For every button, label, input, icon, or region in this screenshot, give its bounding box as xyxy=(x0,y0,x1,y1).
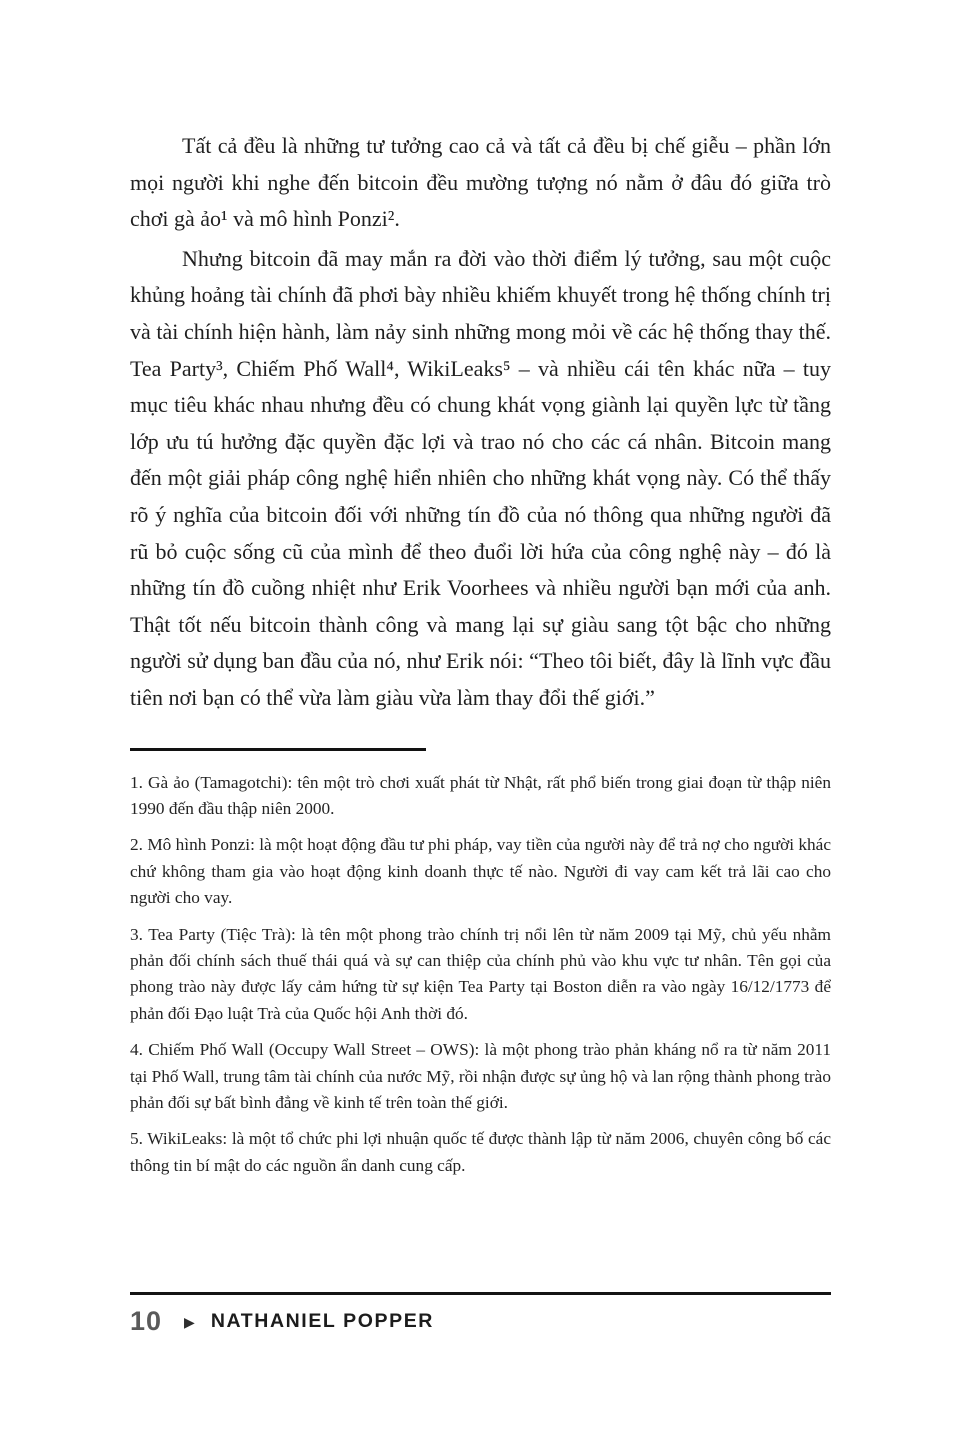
footnote-5-number: 5. xyxy=(130,1129,143,1149)
body-paragraph-2: Nhưng bitcoin đã may mắn ra đời vào thời điểm lý tưởng, sau một cuộc khủng hoảng tài chính đã phơi bày nhiều khiếm khuyết trong hệ thống chính trị và tài chính hiện hành, làm nảy sinh những mong mỏi về các hệ thống thay thế. Tea Party³, Chiếm Phố Wall⁴, WikiLeaks⁵ – và nhiều cái tên khác nữa – tuy mục tiêu khác nhau nhưng đều có chung khát vọng giành lại quyền lực từ tầng lớp ưu tú hưởng đặc quyền đặc lợi và trao nó cho các cá nhân. Bitcoin mang đến một giải pháp công nghệ hiển nhiên cho những khát vọng này. Có thể thấy rõ ý nghĩa của bitcoin đối với những tín đồ của nó thông qua những người đã rũ bỏ cuộc sống cũ của mình để theo đuổi lời hứa của công nghệ này – đó là những tín đồ cuồng nhiệt như Erik Voorhees và nhiều người bạn mới của anh. Thật tốt nếu bitcoin thành công và mang lại sự giàu sang tột bậc cho những người sử dụng ban đầu của nó, như Erik nói: “Theo tôi biết, đây là lĩnh vực đầu tiên nơi bạn có thể vừa làm giàu vừa làm thay đổi thế giới.” xyxy=(130,245,831,710)
footnote-1-number: 1. xyxy=(130,772,143,792)
footer-rule xyxy=(130,1292,831,1295)
footnote-2 xyxy=(130,832,831,911)
footnote-4-text: Chiếm Phố Wall (Occupy Wall Street – OWS): là một phong trào phản kháng nổ ra từ năm 2011 tại Phố Wall, trung tâm tài chính của nước Mỹ, rồi nhận được sự ủng hộ và lan rộng thành phong trào phản đối sự bất bình đẳng về kinh tế trên toàn thế giới. xyxy=(130,1040,832,1112)
footnote-4-number: 4. xyxy=(130,1040,143,1060)
footnote-2-text: Mô hình Ponzi: là một hoạt động đầu tư phi pháp, vay tiền của người này để trả nợ cho người khác chứ không tham gia vào hoạt động kinh doanh thực tế nào. Người đi vay cam kết trả lãi cao cho người cho vay. xyxy=(130,835,831,908)
page-number: 10 xyxy=(130,1306,163,1336)
footnote-separator-rule xyxy=(130,748,426,751)
footnote-3-number: 3. xyxy=(130,924,143,944)
author-running-footer: NATHANIEL POPPER xyxy=(210,1310,434,1332)
footnote-3 xyxy=(130,922,831,1028)
footnotes-section xyxy=(130,770,831,1180)
footnote-4 xyxy=(130,1037,831,1116)
footnote-5-text: WikiLeaks: là một tổ chức phi lợi nhuận quốc tế được thành lập từ năm 2006, chuyên công bố các thông tin bí mật do các nguồn ẩn danh cung cấp. xyxy=(130,1129,832,1175)
footnote-1-text: Gà ảo (Tamagotchi): tên một trò chơi xuất phát từ Nhật, rất phổ biến trong giai đoạn từ thập niên 1990 đến đầu thập niên 2000. xyxy=(130,772,831,818)
triangle-right-icon: ▶ xyxy=(184,1313,195,1330)
footnote-1 xyxy=(130,770,831,823)
book-page-content xyxy=(130,0,831,1179)
footnote-3-text: Tea Party (Tiệc Trà): là tên một phong trào chính trị nổi lên từ năm 2009 tại Mỹ, chủ yếu nhằm phản đối chính sách thuế thái quá và sự can thiệp của chính phủ vào khu vực tư nhân. Tên gọi của phong trào này được lấy cảm hứng từ sự kiện Tea Party tại Boston diễn ra vào ngày 16/12/1773 để phản đối Đạo luật Trà của Quốc hội Anh thời đó. xyxy=(130,924,831,1023)
body-text xyxy=(130,0,831,717)
page-footer xyxy=(130,1306,831,1337)
body-paragraph-1: Tất cả đều là những tư tưởng cao cả và tất cả đều bị chế giễu – phần lớn mọi người khi nghe đến bitcoin đều mường tượng nó nằm ở đâu đó giữa trò chơi gà ảo¹ và mô hình Ponzi². xyxy=(130,133,831,232)
footnote-2-number: 2. xyxy=(130,835,143,855)
footnote-5 xyxy=(130,1126,831,1179)
